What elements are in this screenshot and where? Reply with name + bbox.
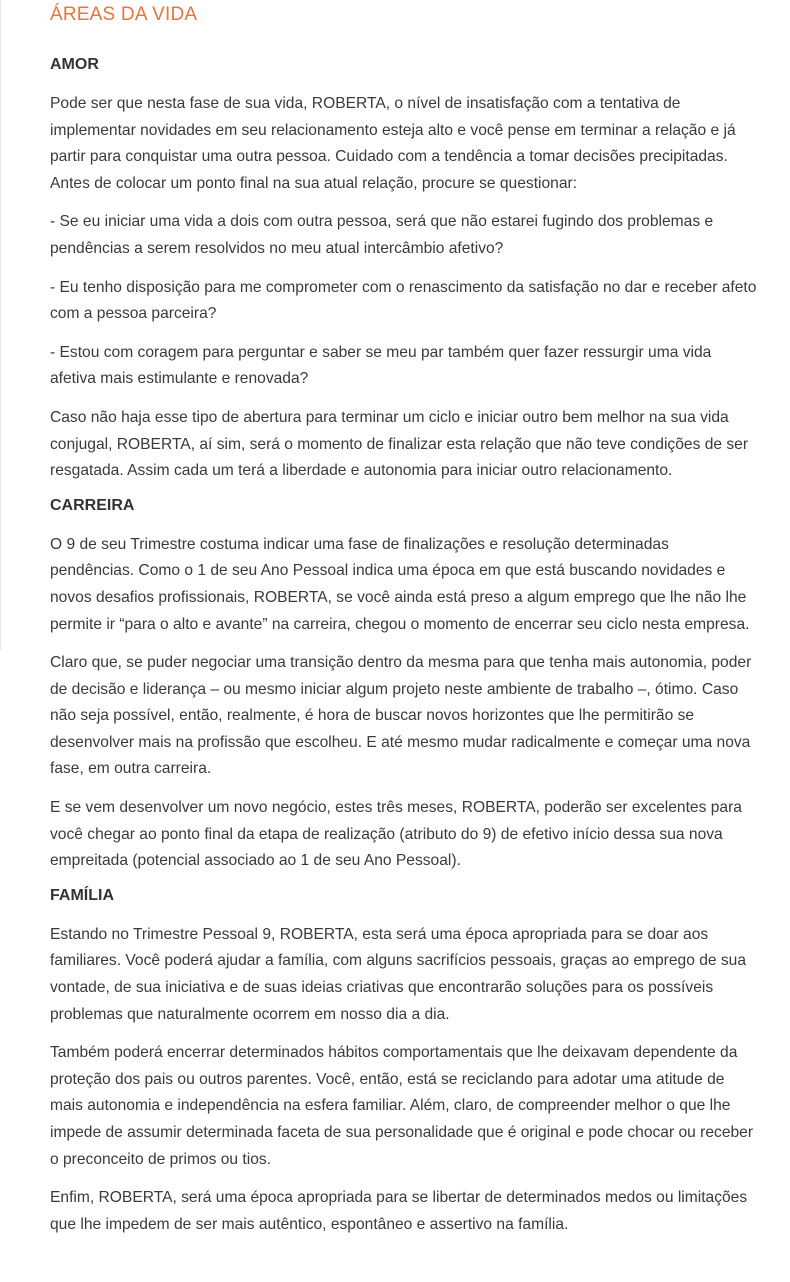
paragraph-gap (50, 1028, 780, 1040)
paragraph-line: com a pessoa parceira? (50, 305, 217, 323)
paragraph-line: implementar novidades em seu relacionamento esteja alto e você pense em terminar a relação e já (50, 121, 736, 139)
paragraph-gap (50, 783, 780, 795)
paragraph-line: pendências a serem resolvidos no meu atual intercâmbio afetivo? (50, 239, 504, 257)
paragraph-line: Claro que, se puder negociar uma transição dentro da mesma para que tenha mais autonomia, poder (50, 654, 752, 672)
paragraph-line: Pode ser que nesta fase de sua vida, ROBERTA, o nível de insatisfação com a tentativa de (50, 95, 681, 112)
paragraph-line: resgatada. Assim cada um terá a liberdade e autonomia para iniciar outro relacionamento. (50, 462, 673, 480)
paragraph-line: afetiva mais estimulante e renovada? (50, 370, 309, 388)
paragraph-line: desenvolver mais na profissão que escolheu. E até mesmo mudar radicalmente e começar uma nova (50, 733, 751, 751)
paragraph-gap (50, 197, 780, 209)
paragraph-line: - Se eu iniciar uma vida a dois com outra pessoa, será que não estarei fugindo dos problemas e (50, 213, 714, 231)
amor-paragraph-4 (50, 340, 780, 393)
paragraph-line: Também poderá encerrar determinados hábitos comportamentais que lhe deixavam dependente da (50, 1044, 738, 1062)
paragraph-gap (50, 328, 780, 340)
heading-amor: AMOR (50, 56, 99, 73)
amor-paragraph-2 (50, 209, 780, 262)
heading-carreira: CARREIRA (50, 496, 135, 514)
paragraph-line: Estando no Trimestre Pessoal 9, ROBERTA, esta será uma época apropriada para se doar aos (50, 925, 709, 943)
paragraph-line: impede de assumir determinada faceta de sua personalidade que é original e pode chocar ou receber (50, 1124, 754, 1141)
paragraph-gap (50, 638, 780, 650)
paragraph-line: pendências. Como o 1 de seu Ano Pessoal indica uma época em que está buscando novidades e (50, 562, 726, 580)
paragraph-line: novos desafios profissionais, ROBERTA, se você ainda está preso a algum emprego que lhe não lhe (50, 588, 747, 606)
paragraph-line: não seja possível, então, realmente, é hora de buscar novos horizontes que lhe permitirão se (50, 707, 695, 725)
paragraph-gap (50, 393, 780, 405)
paragraph-line: mais autonomia e independência na esfera familiar. Além, claro, de compreender melhor o que lhe (50, 1097, 731, 1115)
paragraph-line: Caso não haja esse tipo de abertura para terminar um ciclo e iniciar outro bem melhor na sua vida (50, 408, 729, 426)
left-divider (0, 0, 1, 650)
amor-paragraph-5 (50, 405, 780, 485)
familia-paragraph-1 (50, 922, 780, 1028)
paragraph-line: familiares. Você poderá ajudar a família, com alguns sacrifícios pessoais, graças ao emprego de sua (50, 952, 747, 970)
amor-paragraph-1 (50, 91, 780, 197)
paragraph-line: Enfim, ROBERTA, será uma época apropriada para se libertar de determinados medos ou limitações (50, 1189, 748, 1207)
familia-paragraph-2 (50, 1040, 780, 1173)
paragraph-line: vontade, de sua iniciativa e de suas ideias criativas que encontrarão soluções para os possíveis (50, 979, 714, 997)
paragraph-line: que lhe impedem de ser mais autêntico, espontâneo e assertivo na família. (50, 1215, 569, 1233)
paragraph-line: o preconceito de primos ou tios. (50, 1150, 272, 1168)
paragraph-gap (50, 263, 780, 275)
paragraph-line: fase, em outra carreira. (50, 760, 212, 778)
paragraph-line: empreitada (potencial associado ao 1 de seu Ano Pessoal). (50, 852, 461, 870)
section-title: ÁREAS DA VIDA (50, 4, 198, 25)
carreira-paragraph-1 (50, 532, 780, 638)
paragraph-line: O 9 de seu Trimestre costuma indicar uma fase de finalizações e resolução determinadas (50, 535, 669, 553)
paragraph-line: proteção dos pais ou outros parentes. Você, então, está se reciclando para adotar uma atitude de (50, 1070, 725, 1088)
paragraph-line: de decisão e liderança – ou mesmo iniciar algum projeto neste ambiente de trabalho –, ótimo. Caso (50, 680, 739, 698)
paragraph-line: - Estou com coragem para perguntar e saber se meu par também quer fazer ressurgir uma vida (50, 343, 712, 361)
carreira-paragraph-2 (50, 650, 780, 783)
carreira-body (50, 532, 780, 875)
article-content (50, 0, 780, 1238)
paragraph-line: permite ir “para o alto e avante” na carreira, chegou o momento de encerrar seu ciclo nesta empresa. (50, 615, 750, 633)
paragraph-line: - Eu tenho disposição para me comprometer com o renascimento da satisfação no dar e receber afeto (50, 278, 757, 296)
paragraph-line: Antes de colocar um ponto final na sua atual relação, procure se questionar: (50, 174, 578, 192)
paragraph-line: problemas que naturalmente ocorrem em nosso dia a dia. (50, 1005, 450, 1023)
paragraph-line: você chegar ao ponto final da etapa de realização (atributo do 9) de efetivo início dessa sua nova (50, 825, 723, 843)
paragraph-line: partir para conquistar uma outra pessoa. Cuidado com a tendência a tomar decisões precipitadas. (50, 148, 728, 166)
paragraph-line: E se vem desenvolver um novo negócio, estes três meses, ROBERTA, poderão ser excelentes para (50, 799, 742, 817)
familia-body (50, 922, 780, 1239)
paragraph-line: conjugal, ROBERTA, aí sim, será o momento de finalizar esta relação que não teve condições de ser (50, 435, 749, 453)
heading-familia: FAMÍLIA (50, 886, 114, 904)
amor-body (50, 91, 780, 485)
amor-paragraph-3 (50, 275, 780, 328)
familia-paragraph-3 (50, 1185, 780, 1238)
carreira-paragraph-3 (50, 795, 780, 875)
paragraph-gap (50, 1173, 780, 1185)
